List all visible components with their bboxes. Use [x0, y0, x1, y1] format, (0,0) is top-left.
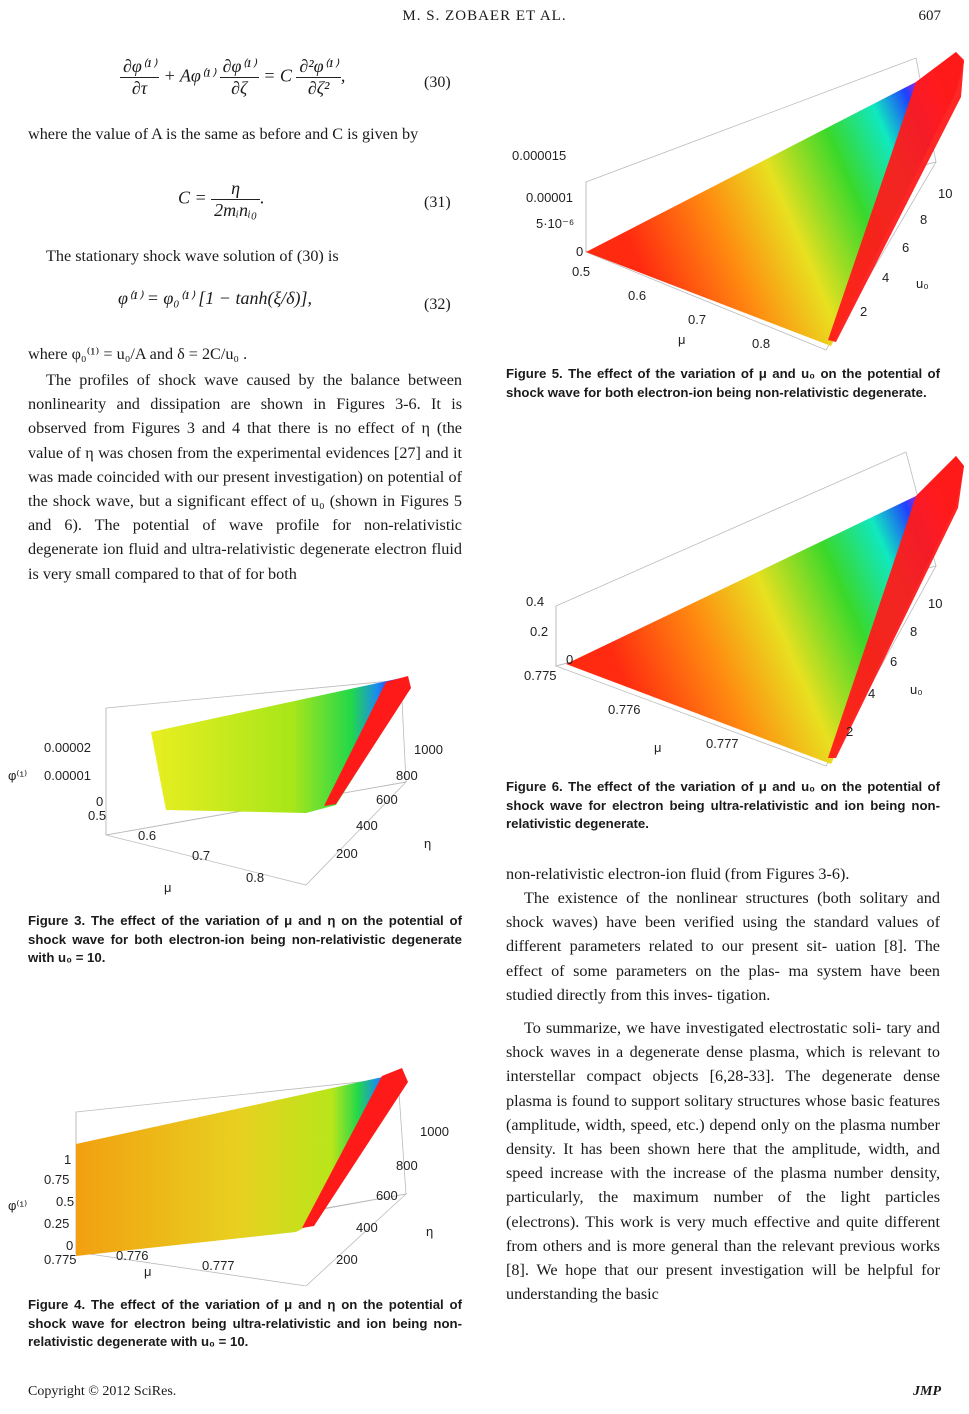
fig4-side-tick: 800 [396, 1158, 418, 1173]
fig6-z-tick: 0.4 [526, 594, 545, 609]
figure-4 [6, 1024, 466, 1286]
fig4-side-label: η [426, 1224, 434, 1239]
fig3-side-tick: 600 [376, 792, 398, 807]
running-title: M. S. ZOBAER ET AL. [402, 8, 567, 24]
fig6-side-tick: 2 [846, 724, 854, 739]
figure-6 [506, 446, 964, 768]
figure-6-caption: Figure 6. The effect of the variation of μ and u₀ on the potential of shock wave for electron being ultra-relativistic and ion being non-relativistic degenerate. [506, 779, 940, 831]
fig3-mu-tick: 0.6 [138, 828, 157, 843]
fig5-mu-tick: 0.6 [628, 288, 647, 303]
fig5-z-tick: 0.00001 [526, 190, 573, 205]
fig3-mu-tick: 0.8 [246, 870, 265, 885]
fig4-z-tick: 1 [64, 1152, 72, 1167]
fig5-side-tick: 10 [938, 186, 953, 201]
fig4-side-tick: 1000 [420, 1124, 449, 1139]
fig6-side-label: u₀ [910, 682, 923, 697]
fig6-side-tick: 8 [910, 624, 918, 639]
fig3-side-tick: 400 [356, 818, 378, 833]
fig3-z-tick: 0.00001 [44, 768, 91, 783]
fig4-mu-tick: 0.777 [202, 1258, 235, 1273]
fig3-mu-label: μ [164, 880, 172, 895]
fig6-side-tick: 4 [868, 686, 876, 701]
fig5-side-tick: 2 [860, 304, 868, 319]
fig6-z-tick: 0.2 [530, 624, 549, 639]
fig4-z-tick: 0 [66, 1238, 74, 1253]
fig3-side-tick: 800 [396, 768, 418, 783]
fig6-z-tick: 0 [566, 652, 574, 667]
fig3-mu-tick: 0.5 [88, 808, 107, 823]
equation-32-number: (32) [424, 296, 451, 313]
fig5-side-tick: 6 [902, 240, 910, 255]
equation-31: C = $\frac{\eta}{\text{2mᵢnᵢ₀}}$ . [178, 178, 265, 220]
fig4-z-tick: 0.75 [44, 1172, 70, 1187]
running-header [0, 8, 969, 30]
fig3-mu-tick: 0.7 [192, 848, 211, 863]
fig5-mu-label: μ [678, 332, 686, 347]
page-number: 607 [918, 8, 941, 24]
fig3-z-label: φ⁽¹⁾ [8, 768, 28, 783]
fig5-mu-tick: 0.8 [752, 336, 771, 351]
fig4-mu-label: μ [144, 1264, 152, 1279]
fig3-side-label: η [424, 836, 432, 851]
fig3-side-tick: 1000 [414, 742, 443, 757]
paragraph-c-definition: where the value of A is the same as before and C is given by [28, 125, 419, 143]
paragraph-continued: non-relativistic electron-ion fluid (from Figures 3-6). [506, 865, 850, 883]
equation-30: $\frac{\text{∂φ⁽¹⁾}}{\partial\tau}$ + Aφ⁽¹⁾ $\frac{\text{∂φ⁽¹⁾}}{\partial\zeta}$ = C $\frac{\text{∂²φ⁽¹⁾}}{\text{∂ζ²}}$ , [120, 56, 420, 112]
fig4-z-label: φ⁽¹⁾ [8, 1198, 28, 1213]
fig6-mu-label: μ [654, 740, 662, 755]
fig6-side-tick: 10 [928, 596, 943, 611]
fig6-mu-tick: 0.776 [608, 702, 641, 717]
fig6-mu-tick: 0.777 [706, 736, 739, 751]
fig5-z-tick: 0.000015 [512, 148, 567, 163]
paragraph-stationary: The stationary shock wave solution of (30) is [46, 247, 339, 265]
figure-3-caption: Figure 3. The effect of the variation of μ and η on the potential of shock wave for both electron-ion being non-relativistic degenerate with u₀ = 10. [28, 913, 462, 965]
fig4-side-tick: 200 [336, 1252, 358, 1267]
fig5-side-tick: 4 [882, 270, 890, 285]
fig6-mu-tick: 0.775 [524, 668, 557, 683]
figure-3 [6, 640, 466, 902]
fig4-side-tick: 600 [376, 1188, 398, 1203]
fig3-side-tick: 200 [336, 846, 358, 861]
equation-31-number: (31) [424, 194, 451, 211]
figure-4-caption: Figure 4. The effect of the variation of μ and η on the potential of shock wave for electron being ultra-relativistic and ion being non-relativistic degenerate with u₀ = 10. [28, 1297, 462, 1349]
fig4-side-tick: 400 [356, 1220, 378, 1235]
paragraph-summary: To summarize, we have investigated electrostatic soli- tary and shock waves in a degenerate dense plasma, which is relevant to interstellar compact objects [6,28-33]. The degenerate dense plasma is found to support solitary structures whose basic features (amplitude, width, speed, etc.) depend only on the plasma number density. It has been shown here that the amplitude, width, and speed increase with the increase of the plasma number density, particularly, the maximum number of the light particles (electrons). This work is very much effective and quite different from others and is more general than the relevant previous works [8]. We hope that our present investigation will be helpful for understanding the basic [506, 1019, 940, 1304]
fig4-mu-tick: 0.775 [44, 1252, 77, 1267]
fig4-z-tick: 0.5 [56, 1194, 75, 1209]
fig5-z-tick: 5·10⁻⁶ [536, 216, 575, 231]
paragraph-profiles: The profiles of shock wave caused by the balance between nonlinearity and dissipation are shown in Figures 3-6. It is observed from Figures 3 and 4 that there is no effect of η (the value of η was chosen from the experimental evidences [27] and it was made coincided with our present investigation) on potential of the shock wave, but a significant effect of u₀ (shown in Figures 5 and 6). The potential of wave profile for non-relativistic degenerate ion fluid and ultra-relativistic degenerate electron fluid is very small compared to that of for both [28, 371, 462, 583]
fig5-z-tick: 0 [576, 244, 584, 259]
fig5-mu-tick: 0.7 [688, 312, 707, 327]
fig3-z-tick: 0 [96, 794, 104, 809]
fig4-mu-tick: 0.776 [116, 1248, 149, 1263]
copyright: Copyright © 2012 SciRes. [28, 1384, 177, 1399]
equation-30-number: (30) [424, 74, 451, 91]
fig5-side-tick: 8 [920, 212, 928, 227]
figure-5 [506, 52, 964, 352]
paragraph-existence: The existence of the nonlinear structures (both solitary and shock waves) have been verified using the standard values of different parameters related to our present sit- uation [8]. The effect of some parameters on the plas- ma system have been studied directly from this inves- tigation. [506, 889, 940, 1004]
equation-32: φ⁽¹⁾ = φ₀⁽¹⁾ [1 − tanh(ξ/δ)], [118, 288, 313, 308]
figure-5-caption: Figure 5. The effect of the variation of μ and u₀ on the potential of shock wave for both electron-ion being non-relativistic degenerate. [506, 366, 940, 400]
fig4-z-tick: 0.25 [44, 1216, 70, 1231]
journal-abbrev: JMP [913, 1384, 941, 1399]
fig5-mu-tick: 0.5 [572, 264, 591, 279]
fig6-side-tick: 6 [890, 654, 898, 669]
fig5-side-label: u₀ [916, 276, 929, 291]
fig3-z-tick: 0.00002 [44, 740, 91, 755]
page-footer [0, 1384, 969, 1404]
paragraph-where: where φ₀⁽¹⁾ = u₀/A and δ = 2C/u₀ . [28, 345, 248, 363]
